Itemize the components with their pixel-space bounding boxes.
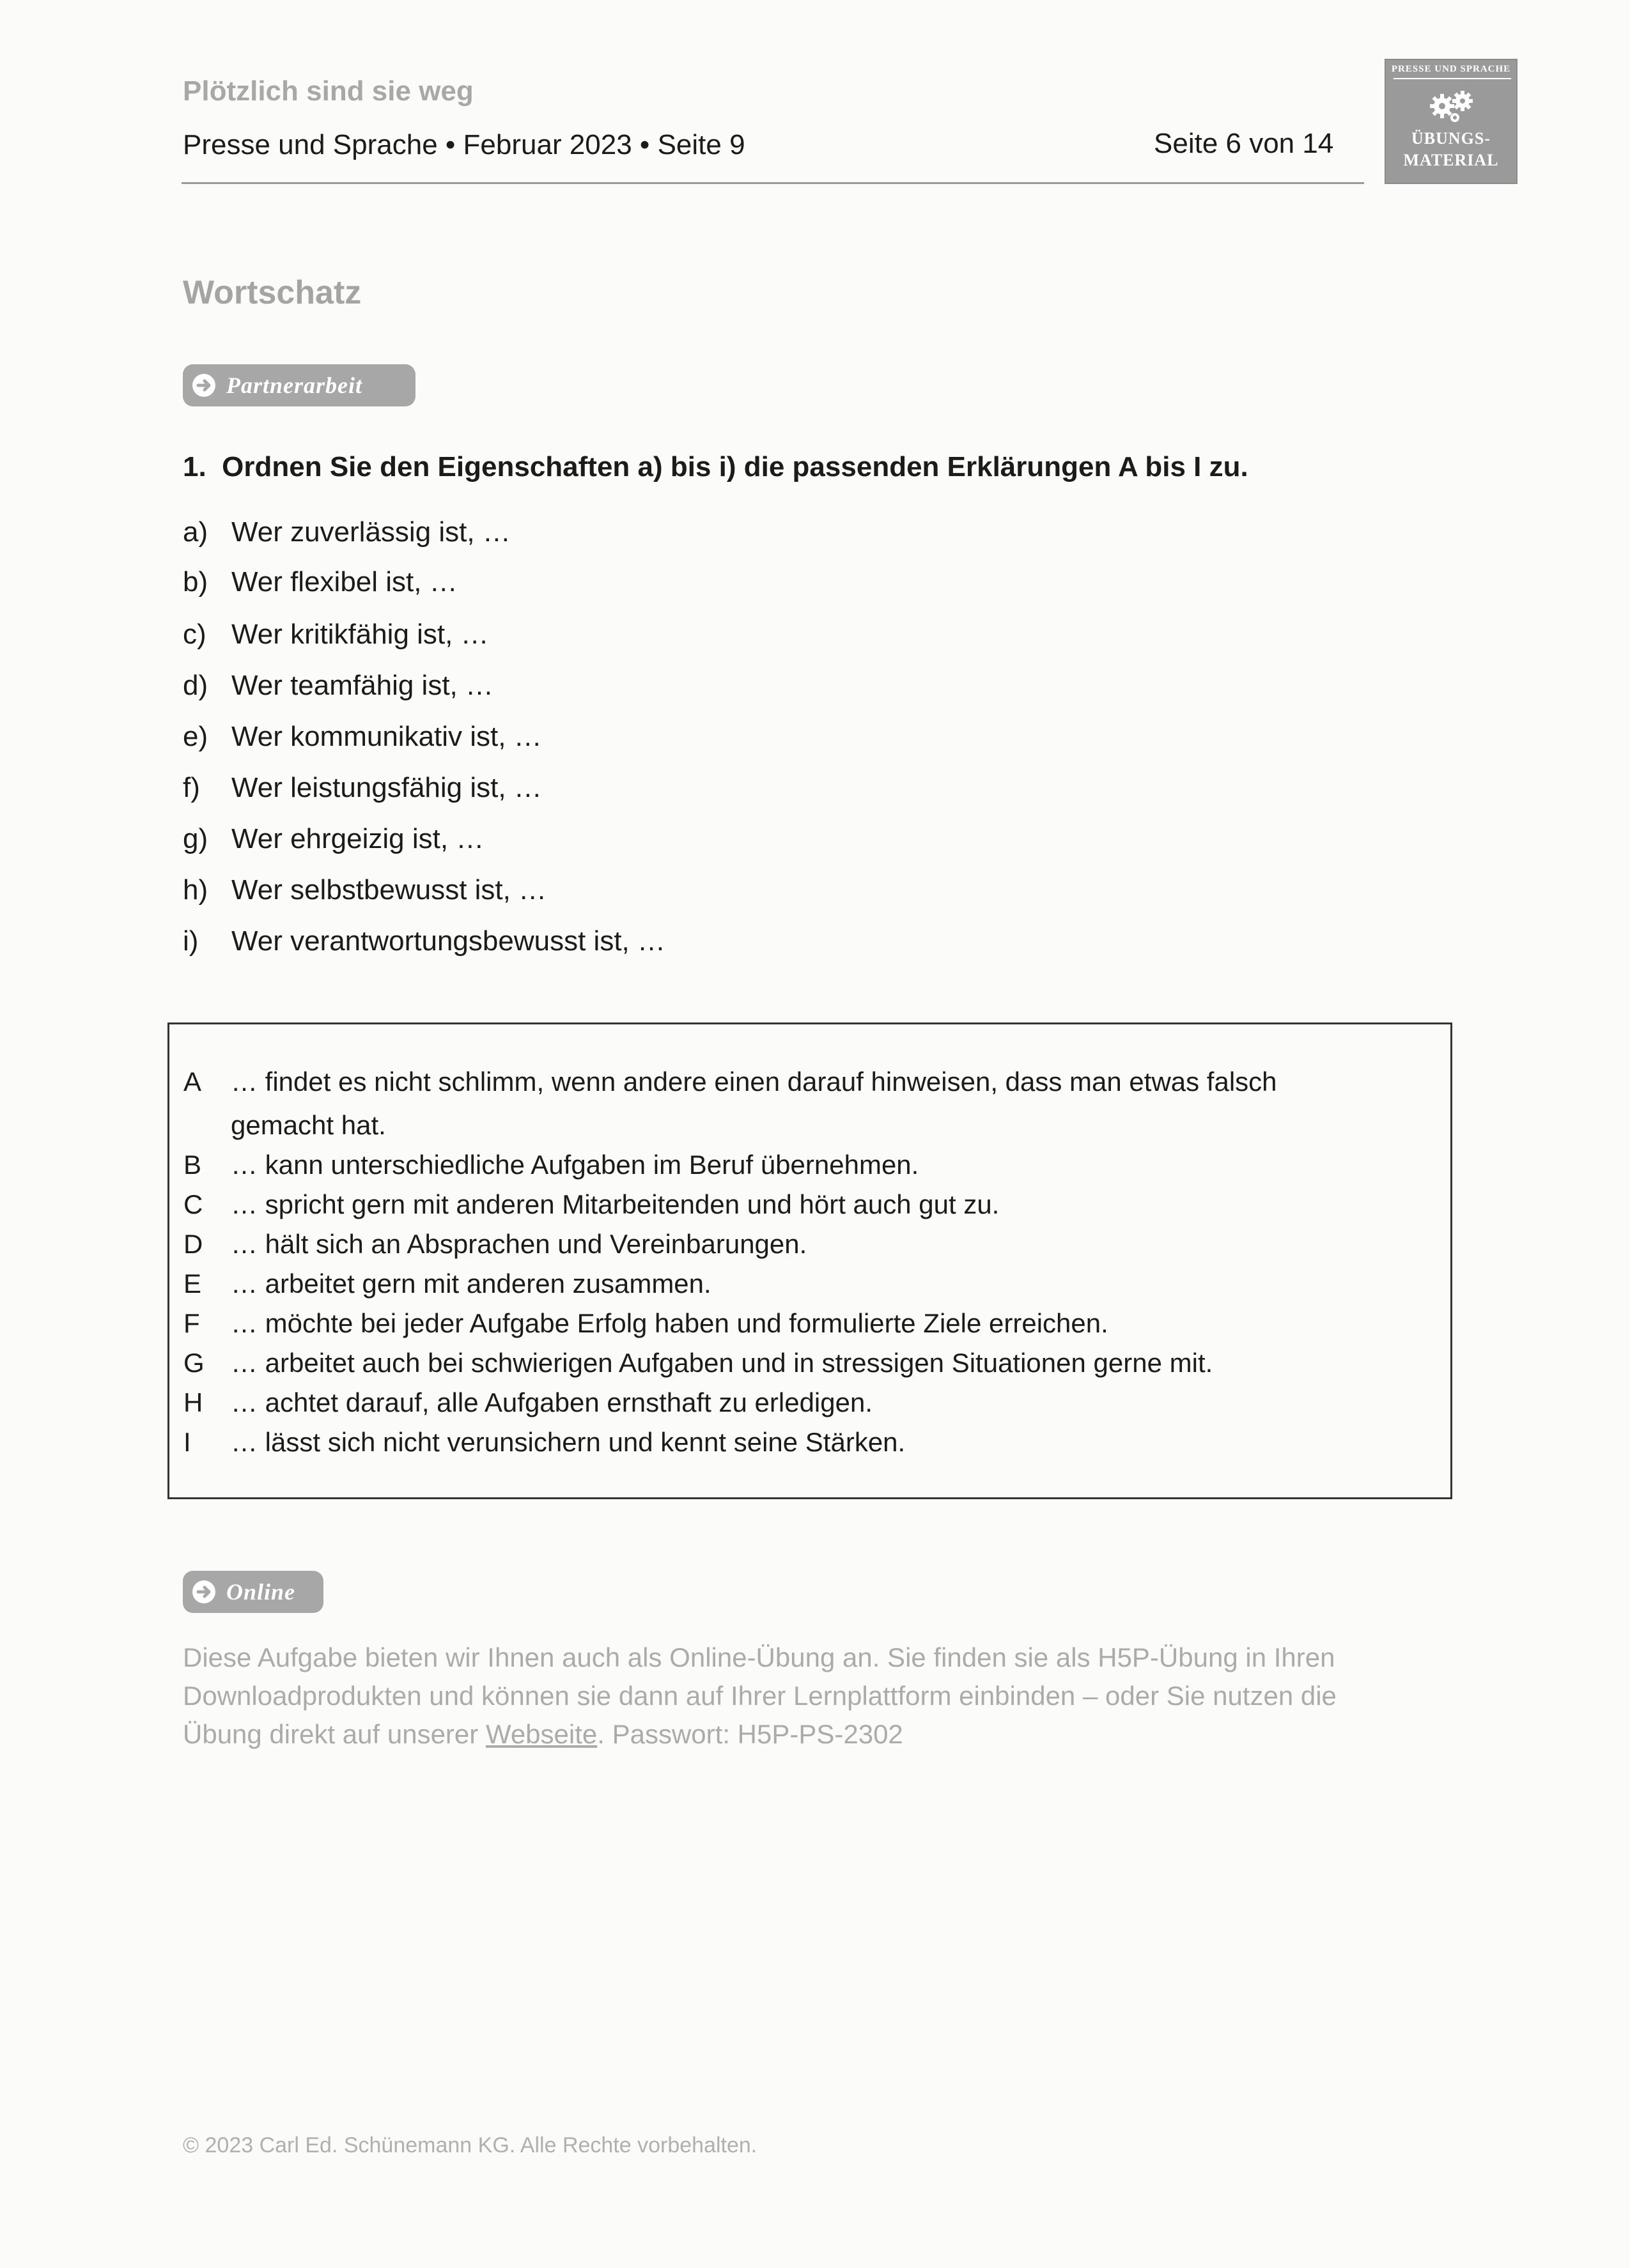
answer-text: … hält sich an Absprachen und Vereinbarungen. xyxy=(231,1229,807,1259)
property-item xyxy=(183,516,511,548)
online-notice-password: . Passwort: H5P-PS-2302 xyxy=(597,1719,903,1749)
answer-key: H xyxy=(183,1387,203,1417)
online-badge xyxy=(183,1571,323,1613)
webseite-link[interactable]: Webseite xyxy=(485,1719,598,1749)
answer-text: … spricht gern mit anderen Mitarbeitenden und hört auch gut zu. xyxy=(231,1189,1000,1219)
badge-label: Partnerarbeit xyxy=(226,373,363,398)
badge-label: Online xyxy=(226,1579,296,1605)
answer-key: C xyxy=(183,1189,203,1219)
task-instruction: Ordnen Sie den Eigenschaften a) bis i) die passenden Erklärungen A bis I zu. xyxy=(222,451,1248,482)
property-key: h) xyxy=(183,874,208,906)
property-key: g) xyxy=(183,823,208,854)
partnerarbeit-badge xyxy=(183,364,415,406)
answer-key: F xyxy=(183,1308,200,1338)
header-divider xyxy=(182,182,1364,184)
property-key: b) xyxy=(183,566,208,598)
property-item xyxy=(183,566,458,598)
property-text: Wer ehrgeizig ist, … xyxy=(231,823,485,854)
property-text: Wer flexibel ist, … xyxy=(231,566,458,598)
answer-text: … möchte bei jeder Aufgabe Erfolg haben und formulierte Ziele erreichen. xyxy=(231,1308,1108,1338)
property-key: a) xyxy=(183,516,208,548)
answer-text: … findet es nicht schlimm, wenn andere einen darauf hinweisen, dass man etwas falsch xyxy=(231,1067,1277,1097)
answer-key: A xyxy=(183,1067,202,1097)
answer-key: D xyxy=(183,1229,203,1259)
arrow-right-circle-icon xyxy=(192,1580,216,1604)
copyright-footer: © 2023 Carl Ed. Schünemann KG. Alle Rechte vorbehalten. xyxy=(183,2133,757,2157)
page-indicator: Seite 6 von 14 xyxy=(1154,128,1334,159)
property-item xyxy=(183,772,542,804)
property-item xyxy=(183,619,489,651)
property-key: e) xyxy=(183,721,208,752)
section-heading: Wortschatz xyxy=(183,274,362,311)
property-item xyxy=(183,670,493,702)
online-notice-text: Diese Aufgabe bieten wir Ihnen auch als Online-Übung an. Sie finden sie als H5P-Übung in Ihren Downloadprodukten und können sie dann auf Ihrer Lernplattform einbinden – oder Sie nutzen die Übung direkt auf unserer xyxy=(183,1642,1337,1749)
answer-text: … arbeitet gern mit anderen zusammen. xyxy=(231,1269,711,1299)
property-key: i) xyxy=(183,925,199,957)
property-item xyxy=(183,874,547,906)
property-key: d) xyxy=(183,670,208,701)
gears-icon xyxy=(1425,83,1479,128)
property-text: Wer selbstbewusst ist, … xyxy=(231,874,547,906)
logo-label-line2: MATERIAL xyxy=(1403,151,1499,169)
task-title xyxy=(183,451,1248,483)
article-title: Plötzlich sind sie weg xyxy=(183,75,474,107)
logo-top-text: PRESSE UND SPRACHE xyxy=(1391,64,1511,74)
property-item xyxy=(183,823,484,855)
property-text: Wer kritikfähig ist, … xyxy=(231,619,489,650)
property-text: Wer leistungsfähig ist, … xyxy=(231,772,542,803)
online-notice xyxy=(183,1639,1410,1754)
answer-box xyxy=(167,1022,1452,1499)
answer-text: … lässt sich nicht verunsichern und kennt seine Stärken. xyxy=(231,1427,906,1457)
publication-line: Presse und Sprache • Februar 2023 • Seite 9 xyxy=(183,129,745,160)
answer-key: E xyxy=(183,1269,202,1299)
property-key: f) xyxy=(183,772,200,803)
uebungsmaterial-logo xyxy=(1385,59,1517,184)
property-text: Wer teamfähig ist, … xyxy=(231,670,493,701)
property-text: Wer verantwortungsbewusst ist, … xyxy=(231,925,665,957)
answer-text: … achtet darauf, alle Aufgaben ernsthaft zu erledigen. xyxy=(231,1387,873,1417)
property-item xyxy=(183,925,665,957)
answer-key: B xyxy=(183,1150,202,1180)
answer-key: G xyxy=(183,1348,205,1378)
property-text: Wer kommunikativ ist, … xyxy=(231,721,542,752)
logo-divider xyxy=(1393,78,1511,79)
logo-label-line1: ÜBUNGS- xyxy=(1411,129,1491,148)
property-text: Wer zuverlässig ist, … xyxy=(231,516,511,548)
task-number: 1. xyxy=(183,451,206,482)
property-item xyxy=(183,721,542,753)
property-key: c) xyxy=(183,619,206,650)
answer-text: gemacht hat. xyxy=(231,1110,386,1140)
answer-key: I xyxy=(183,1427,191,1457)
answer-text: … kann unterschiedliche Aufgaben im Beruf übernehmen. xyxy=(231,1150,919,1180)
arrow-right-circle-icon xyxy=(192,373,216,397)
answer-text: … arbeitet auch bei schwierigen Aufgaben und in stressigen Situationen gerne mit. xyxy=(231,1348,1213,1378)
